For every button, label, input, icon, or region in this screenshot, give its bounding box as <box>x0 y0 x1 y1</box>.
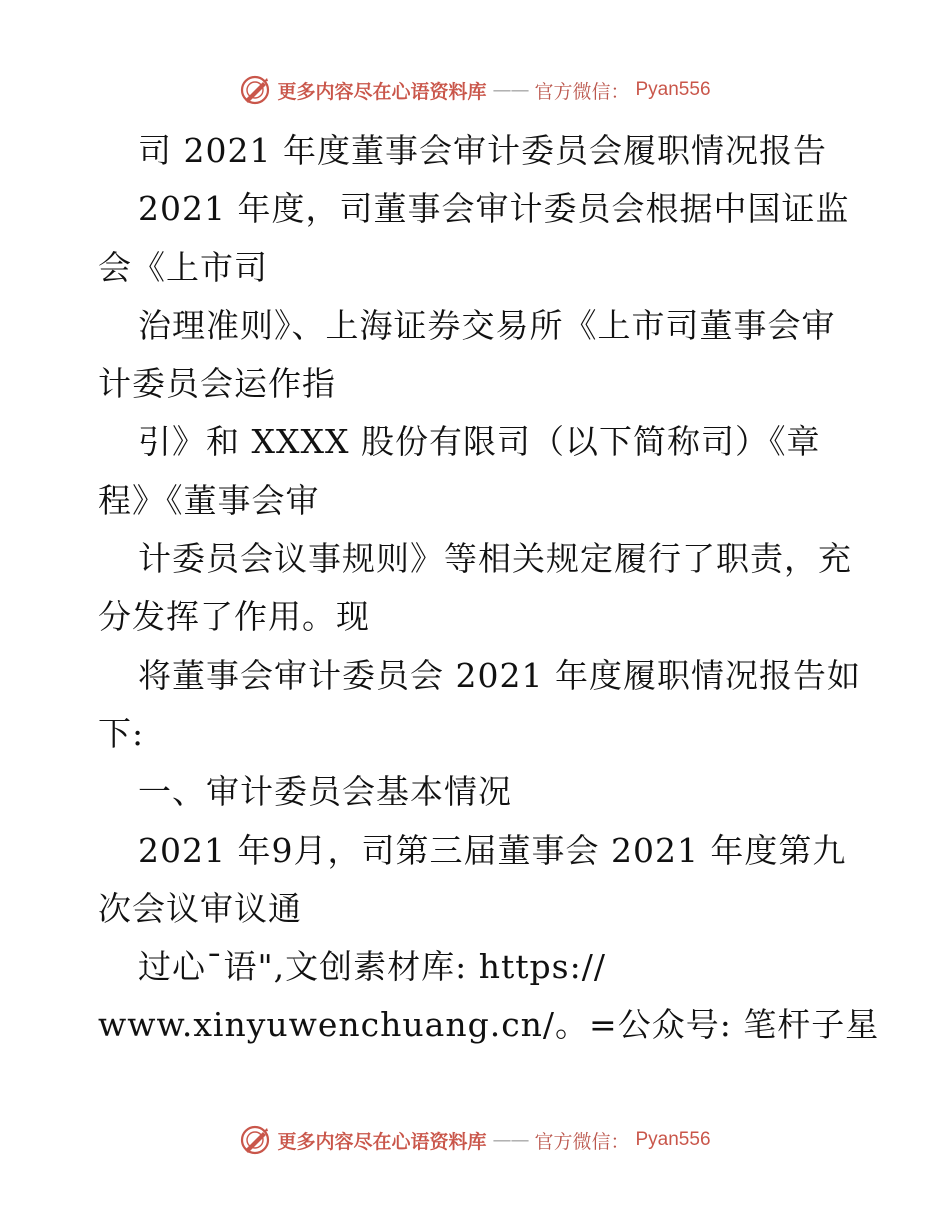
document-title: 司 2021 年度董事会审计委员会履职情况报告 <box>138 131 827 170</box>
paragraph-line: 次会议审议通 <box>98 888 302 928</box>
paragraph-line: 计委员会运作指 <box>98 364 336 404</box>
watermark-sub-text: 官方微信： <box>534 80 630 103</box>
paragraph-line: 程》《董事会审 <box>98 480 320 520</box>
watermark-wechat-id: Pyan556 <box>635 79 711 100</box>
watermark-banner-content <box>239 1124 710 1156</box>
watermark-dash: —— <box>492 1129 529 1151</box>
watermark-banner-top <box>0 70 950 110</box>
paragraph-line: 下: <box>98 713 145 753</box>
watermark-dash: —— <box>492 79 529 101</box>
document-body <box>98 122 880 1055</box>
paragraph-line: 治理准则》、上海证券交易所《上市司董事会审 <box>138 305 836 345</box>
paragraph-line: www.xinyuwenchuang.cn/。=公众号: 笔杆子星 <box>98 1005 880 1045</box>
paragraph-line: 分发挥了作用。现 <box>98 597 370 637</box>
watermark-sub-text: 官方微信： <box>534 1130 630 1153</box>
watermark-banner-bottom <box>0 1120 950 1160</box>
section-heading: 一、审计委员会基本情况 <box>138 772 512 812</box>
paragraph-line: 将董事会审计委员会 2021 年度履职情况报告如 <box>138 655 861 695</box>
watermark-main-text: 更多内容尽在心语资料库 <box>277 1130 487 1153</box>
paragraph-line: 2021 年度，司董事会审计委员会根据中国证监 <box>138 189 850 229</box>
watermark-banner-content <box>239 74 710 106</box>
paragraph-line: 过心¯语",文创素材库: https:// <box>138 947 606 987</box>
paragraph-line: 引》和 XXXX 股份有限司（以下简称司）《章 <box>138 422 821 462</box>
watermark-main-text: 更多内容尽在心语资料库 <box>277 80 487 103</box>
watermark-wechat-id: Pyan556 <box>635 1129 711 1150</box>
paragraph-line: 会《上市司 <box>98 247 268 287</box>
pen-logo-icon <box>239 1124 271 1156</box>
paragraph-line: 计委员会议事规则》等相关规定履行了职责，充 <box>138 539 852 579</box>
paragraph-line: 2021 年9月，司第三届董事会 2021 年度第九 <box>138 830 847 870</box>
pen-logo-icon <box>239 74 271 106</box>
